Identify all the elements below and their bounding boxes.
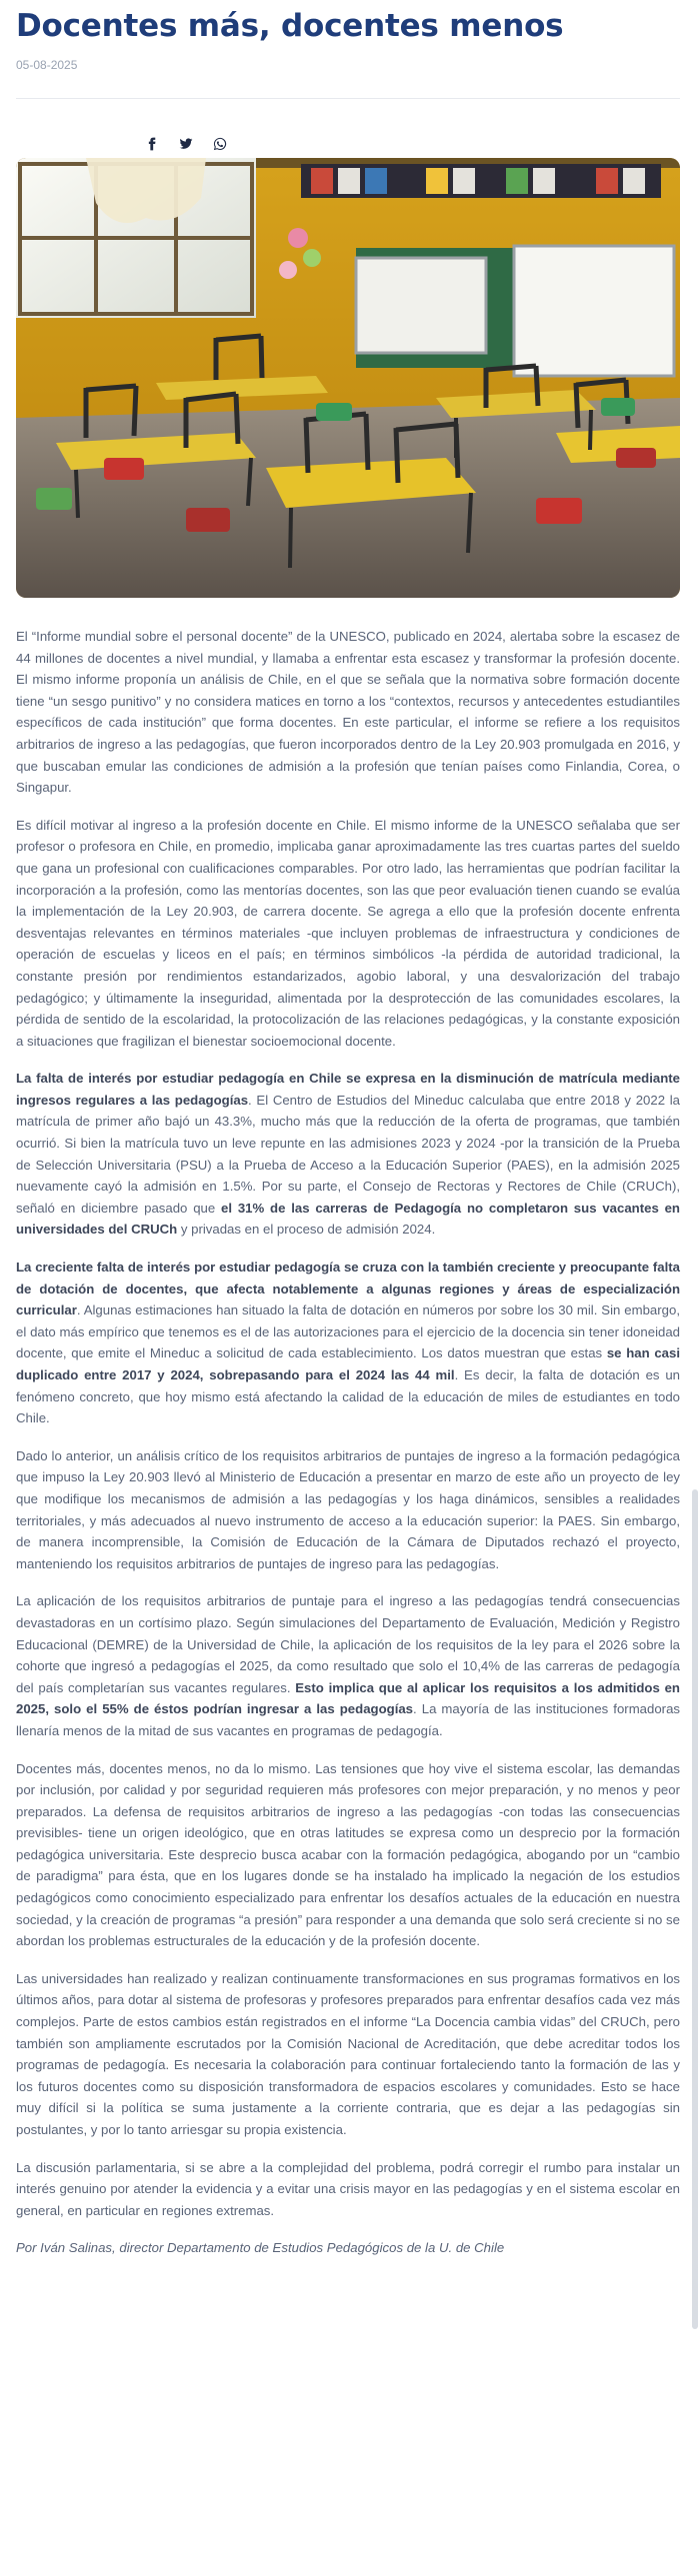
author-byline: Por Iván Salinas, director Departamento de Estudios Pedagógicos de la U. de Chile bbox=[16, 2240, 505, 2256]
article bbox=[16, 0, 681, 2256]
paragraph: La aplicación de los requisitos arbitrarios de puntaje para el ingreso a las pedagogías tendrá consecuencias devastadoras en un cortísimo plazo. Según simulaciones del Departamento de Evaluación, Medición y Registro Educacional (DEMRE) de la Universidad de Chile, la aplicación de los requisitos de la ley para el 2026 sobre la cohorte que ingresó a pedagogías el 2025, da como resultado que solo el 10,4% de las carreras de pedagogía del país completarían sus vacantes regulares. Esto implica que al aplicar los requisitos a los admitidos en 2025, solo el 55% de éstos podrían ingresar a las pedagogías. La mayoría de las instituciones formadoras llenaría menos de la mitad de sus vacantes en programas de pedagogía. bbox=[16, 1593, 680, 1738]
paragraph: Las universidades han realizado y realizan continuamente transformaciones en sus programas formativos en los últimos años, para dotar al sistema de profesoras y profesores preparados para enfrentar desafíos cada vez más complejos. Parte de estos cambios están registrados en el informe “La Docencia cambia vidas” del CRUCh, pero también son ampliamente escrutados por la Comisión Nacional de Acreditación, que debe acreditar todos los programas de pedagogía. Es necesaria la colaboración para continuar fortaleciendo tanto la formación de las y los futuros docentes como su disposición transformadora de espacios escolares y comunidades. Esto se hace muy difícil si la política se suma justamente a la corriente contraria, que es dejar a las pedagogías sin postulantes, y por lo tanto arriesgar su propia existencia. bbox=[16, 1970, 680, 2137]
twitter-icon[interactable] bbox=[176, 134, 196, 154]
whatsapp-icon[interactable] bbox=[210, 134, 230, 154]
paragraph: Dado lo anterior, un análisis crítico de los requisitos arbitrarios de puntajes de ingreso a la formación pedagógica que impuso la Ley 20.903 llevó al Ministerio de Educación a presentar en marzo de este año un proyecto de ley que modifique los mecanismos de admisión a las pedagogías y los haga dinámicos, sensibles a realidades territoriales, y más adecuados al nuevo instrumento de acceso a la educación superior: la PAES. Sin embargo, de manera incomprensible, la Comisión de Educación de la Cámara de Diputados rechazó el proyecto, manteniendo los requisitos arbitrarios de puntajes de ingreso para las pedagogías. bbox=[16, 1447, 680, 1571]
paragraph: La falta de interés por estudiar pedagogía en Chile se expresa en la disminución de matrícula mediante ingresos regulares a las pedagogías. El Centro de Estudios del Mineduc calculaba que entre 2018 y 2022 la matrícula de primer año bajó un 43.3%, mucho más que la reducción de la oferta de programas, que también ocurrió. Si bien la matrícula tuvo un leve repunte en las admisiones 2023 y 2024 -por la transición de la Prueba de Selección Universitaria (PSU) a la Prueba de Acceso a la Educación Superior (PAES), en la admisión 2025 nuevamente cayó la admisión en 1.5%. Por su parte, el Consejo de Rectoras y Rectores de Chile (CRUCh), señaló en diciembre pasado que el 31% de las carreras de Pedagogía no completaron sus vacantes en universidades del CRUCh y privadas en el proceso de admisión 2024. bbox=[16, 1071, 680, 1238]
article-body bbox=[16, 626, 680, 2275]
article-title: Docentes más, docentes menos bbox=[16, 8, 564, 44]
article-date: 05-08-2025 bbox=[16, 58, 78, 72]
paragraph: El “Informe mundial sobre el personal docente” de la UNESCO, publicado en 2024, alertaba sobre la escasez de 44 millones de docentes a nivel mundial, y llamaba a enfrentar esta escasez y transformar la profesión docente. El mismo informe proponía un análisis de Chile, en el que se señala que la normativa sobre formación docente tiene “un sesgo punitivo” y no considera matices en torno a los “contextos, recursos y antecedentes estudiantiles específicos de cada institución” que forma docentes. En este particular, el informe se refiere a los requisitos arbitrarios de ingreso a las pedagogías, que fueron incorporados dentro de la Ley 20.903 promulgada en 2016, y que buscaban emular las condiciones de admisión a la profesión que tenían países como Finlandia, Corea, o Singapur. bbox=[16, 629, 680, 796]
paragraph: La creciente falta de interés por estudiar pedagogía se cruza con la también creciente y preocupante falta de dotación de docentes, que afecta notablemente a algunas regiones y áreas de especialización curricular. Algunas estimaciones han situado la falta de dotación en números por sobre los 30 mil. Sin embargo, el dato más empírico que tenemos es el de las autorizaciones para el ejercicio de la docencia sin tener idoneidad docente, que emite el Mineduc a solicitud de cada establecimiento. Los datos muestran que estas se han casi duplicado entre 2017 y 2024, sobrepasando para el 2024 las 44 mil. Es decir, la falta de dotación es un fenómeno concreto, que hoy mismo está afectando la calidad de la educación de miles de estudiantes en todo Chile. bbox=[16, 1260, 681, 1426]
classroom-photo bbox=[16, 158, 680, 598]
paragraph: Docentes más, docentes menos, no da lo mismo. Las tensiones que hoy vive el sistema escolar, las demandas por inclusión, por calidad y por seguridad requieren más profesores con mejor preparación, y no menos y peor preparados. La defensa de requisitos arbitrarios de ingreso a las pedagogías -con todas las consecuencias previsibles- tiene un origen ideológico, que en otras latitudes se expresa como un desprecio por la formación pedagógica universitaria. Este desprecio busca acabar con la formación pedagógica, abogando por un “cambio de paradigma” para ésta, que en los lugares donde se ha instalado ha implicado la negación de los estudios pedagógicos como conocimiento especializado para enfrentar los desafíos actuales de la educación en nuestra sociedad, y la creación de programas “a presión” para responder a una demanda que solo será creciente si no se abordan los problemas estructurales de la educación y de la profesión docente. bbox=[16, 1760, 680, 1949]
share-bar bbox=[142, 134, 230, 154]
paragraph: Es difícil motivar al ingreso a la profesión docente en Chile. El mismo informe de la UNESCO señalaba que ser profesor o profesora en Chile, en promedio, implicaba ganar aproximadamente las tres cuartas partes del sueldo que gana un profesional con cualificaciones comparables. Por otro lado, las herramientas que podrían facilitar la incorporación a la profesión, como las mentorías docentes, son las que peor evaluación tienen cuando se evalúa la implementación de la Ley 20.903, de carrera docente. Se agrega a ello que la profesión docente enfrenta desventajas relevantes en términos materiales -que incluyen problemas de infraestructura y condiciones de operación de escuelas y liceos en el país; en términos simbólicos -la pérdida de autoridad tradicional, la constante presión por rendimientos estandarizados, agobio laboral, y una desvalorización del trabajo pedagógico; y últimamente la inseguridad, alimentada por la desprotección de las comunidades escolares, la pérdida de sentido de la escolaridad, la protocolización de las relaciones pedagógicas, y la constante exposición a situaciones que fragilizan el bienestar socioemocional docente. bbox=[16, 817, 680, 1049]
paragraph: La discusión parlamentaria, si se abre a la complejidad del problema, podrá corregir el rumbo para instalar un interés genuino por atender la evidencia y a evitar una crisis mayor en las pedagogías y en el sistema escolar en general, en particular en regiones extremas. bbox=[16, 2159, 680, 2218]
divider bbox=[16, 98, 680, 99]
scrollbar[interactable] bbox=[692, 1489, 698, 2329]
facebook-icon[interactable] bbox=[142, 134, 162, 154]
